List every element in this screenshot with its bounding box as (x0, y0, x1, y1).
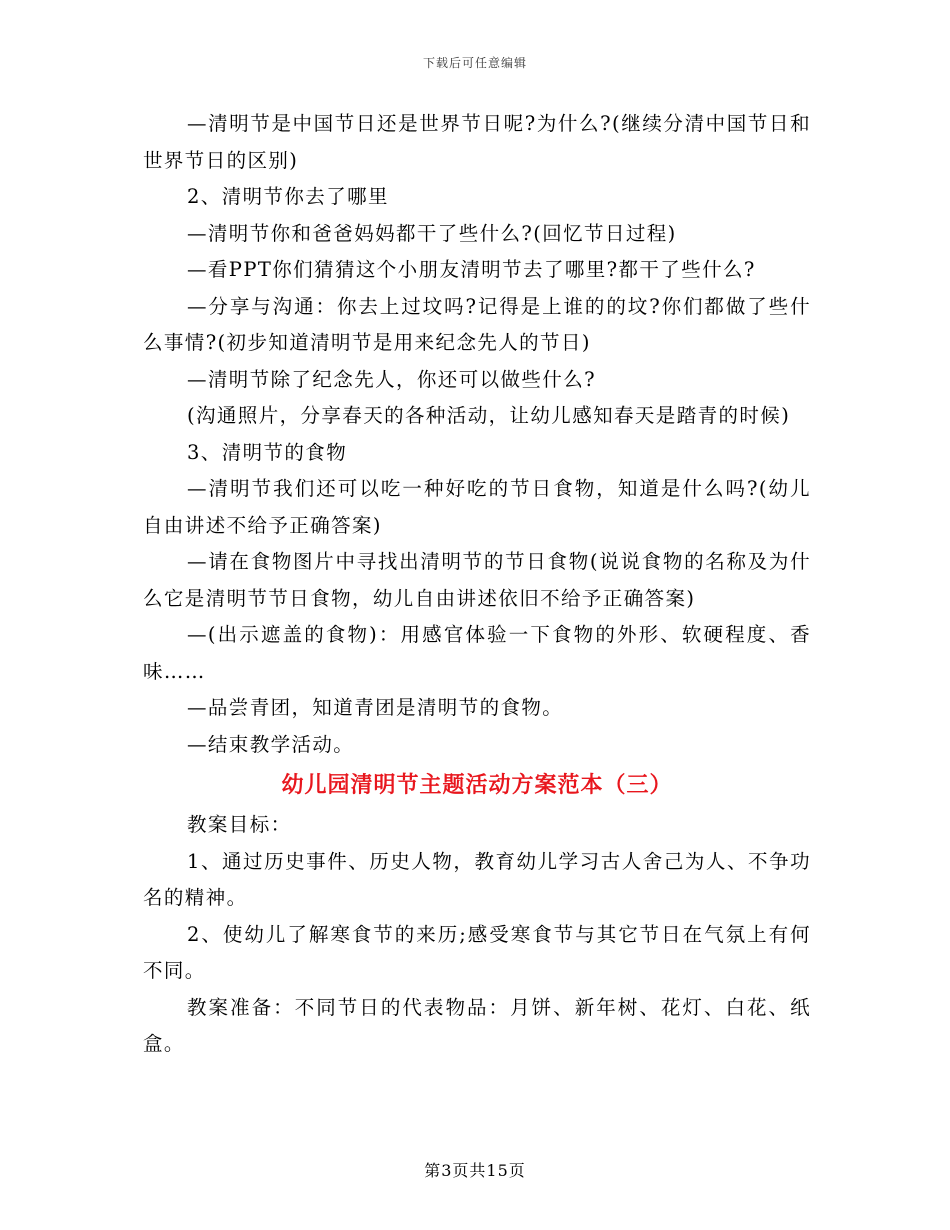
paragraph: —分享与沟通：你去上过坟吗?记得是上谁的的坟?你们都做了些什么事情?(初步知道清明节是用来纪念先人的节日) (143, 294, 811, 354)
paragraph: 2、清明节你去了哪里 (187, 185, 389, 208)
paragraph: —清明节是中国节日还是世界节日呢?为什么?(继续分清中国节日和世界节日的区别) (143, 112, 811, 172)
paragraph: 1、通过历史事件、历史人物，教育幼儿学习古人舍己为人、不争功名的精神。 (143, 849, 811, 909)
page-header: 下载后可任意编辑 (422, 56, 527, 70)
document-body (143, 106, 811, 1063)
paragraph: —看PPT你们猜猜这个小朋友清明节去了哪里?都干了些什么? (187, 258, 756, 281)
paragraph: —清明节我们还可以吃一种好吃的节日食物，知道是什么吗?(幼儿自由讲述不给予正确答案) (143, 477, 811, 537)
paragraph: —清明节你和爸爸妈妈都干了些什么?(回忆节日过程) (187, 221, 677, 245)
paragraph: —(出示遮盖的食物)：用感官体验一下食物的外形、软硬程度、香味…… (143, 623, 811, 683)
section-title: 幼儿园清明节主题活动方案范本（三） (281, 772, 673, 798)
paragraph: 教案准备：不同节日的代表物品：月饼、新年树、花灯、白花、纸盒。 (143, 995, 811, 1055)
paragraph: 3、清明节的食物 (187, 440, 348, 464)
page-footer: 第3页共15页 (424, 1161, 526, 1180)
paragraph: —请在食物图片中寻找出清明节的节日食物(说说食物的名称及为什么它是清明节节日食物，幼儿自由讲述依旧不给予正确答案) (143, 550, 811, 610)
paragraph: (沟通照片，分享春天的各种活动，让幼儿感知春天是踏青的时候) (187, 404, 791, 427)
paragraph: —品尝青团，知道青团是清明节的食物。 (187, 696, 564, 719)
paragraph: —清明节除了纪念先人，你还可以做些什么? (187, 367, 596, 391)
paragraph: 教案目标： (187, 813, 292, 836)
paragraph: 2、使幼儿了解寒食节的来历;感受寒食节与其它节日在气氛上有何不同。 (143, 922, 811, 982)
paragraph: —结束教学活动。 (187, 732, 355, 756)
